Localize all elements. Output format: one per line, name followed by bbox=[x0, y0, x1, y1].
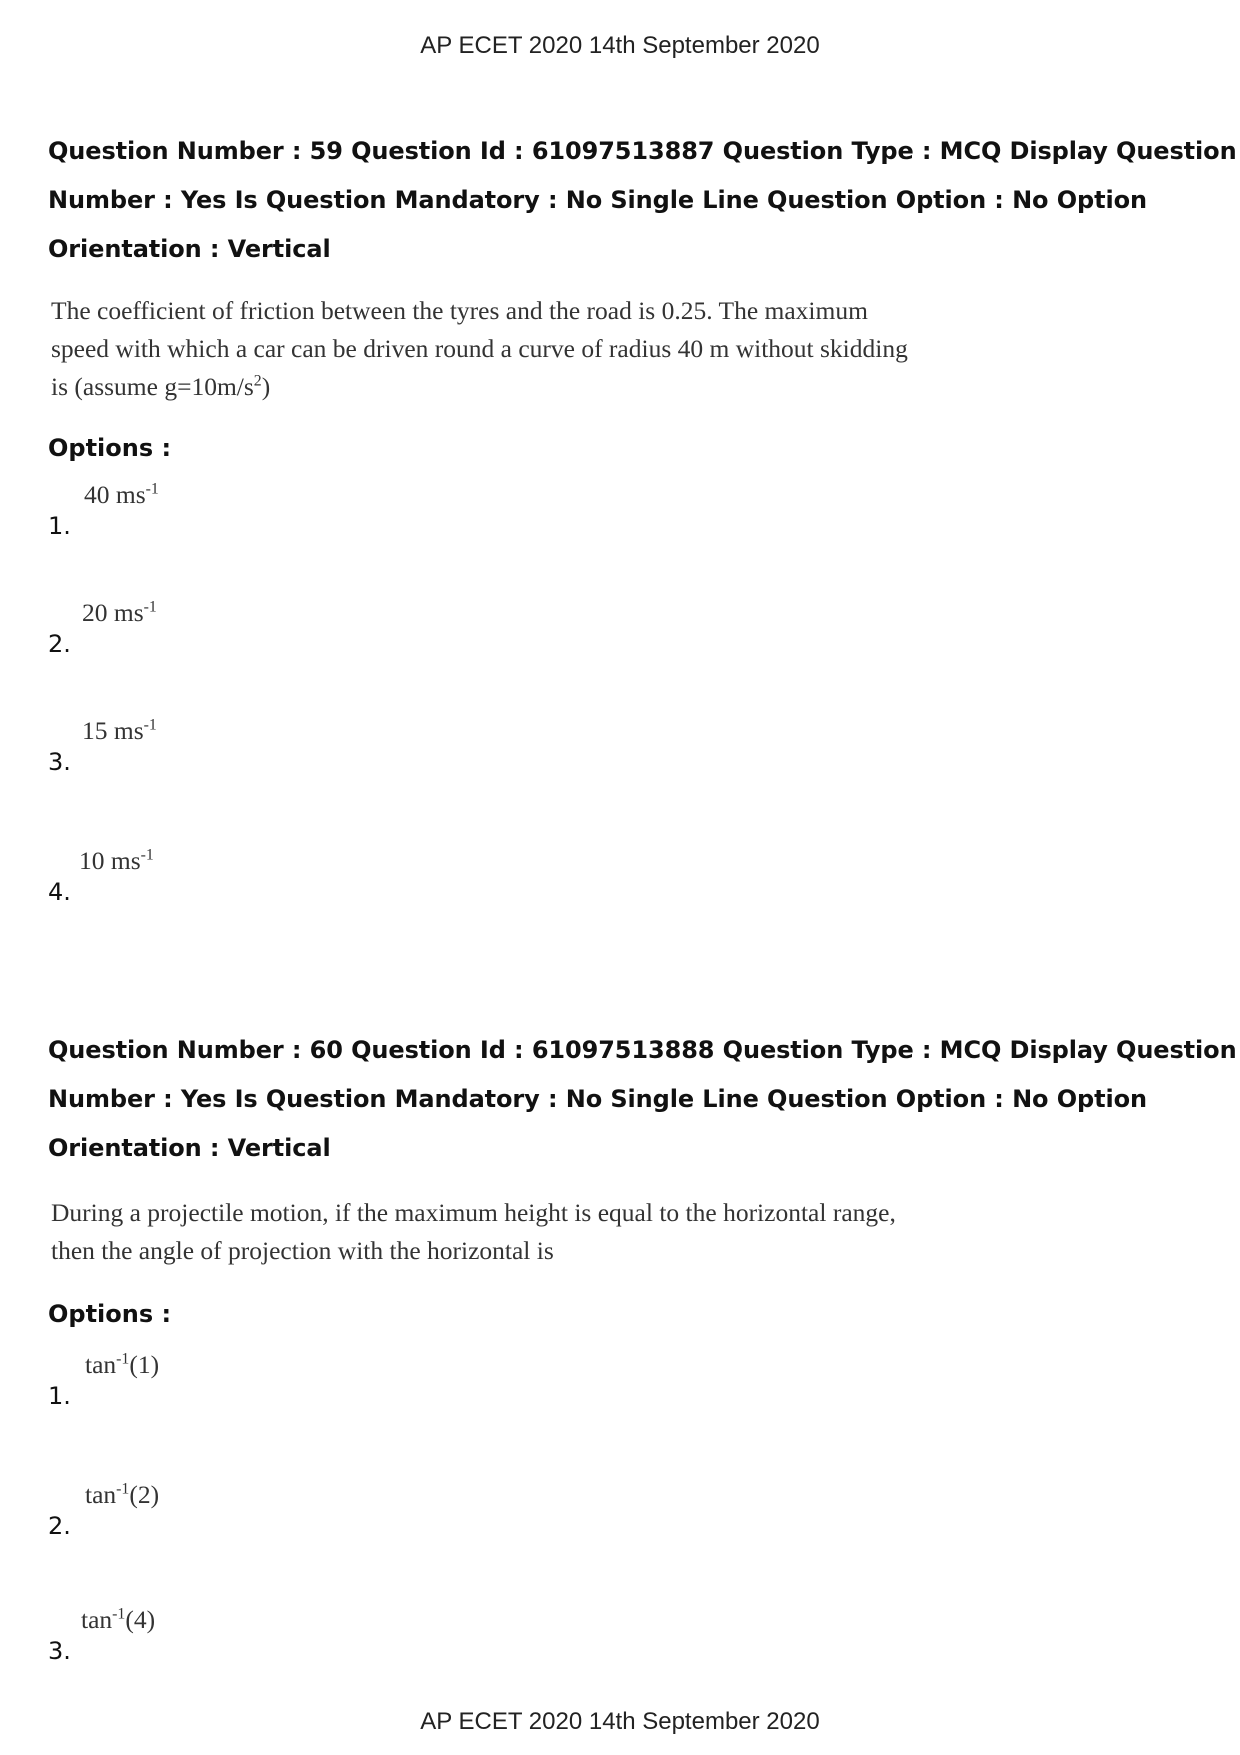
option-value: 15 $ms^{-1}$ bbox=[82, 716, 157, 745]
option-number: 3. bbox=[48, 748, 71, 776]
option-number: 1. bbox=[48, 1382, 71, 1410]
meta-line: Number : Yes Is Question Mandatory : No Single Line Question Option : No Option bbox=[48, 1085, 1147, 1113]
page-footer: AP ECET 2020 14th September 2020 bbox=[420, 1708, 820, 1735]
option-value: 20 $ms^{-1}$ bbox=[82, 598, 157, 627]
meta-line: Question Number : 60 Question Id : 61097513888 Question Type : MCQ Display Question bbox=[48, 1036, 1237, 1064]
option-item[interactable] bbox=[48, 846, 448, 906]
option-value: $\tan^{-1}(1)$ bbox=[85, 1350, 160, 1379]
option-value: 40 $ms^{-1}$ bbox=[84, 480, 159, 509]
meta-line: Number : Yes Is Question Mandatory : No Single Line Question Option : No Option bbox=[48, 186, 1147, 214]
question-60-text bbox=[51, 1194, 896, 1270]
option-number: 1. bbox=[48, 512, 71, 540]
option-number: 4. bbox=[48, 878, 71, 906]
option-item[interactable] bbox=[48, 1480, 448, 1540]
options-label: Options : bbox=[48, 434, 172, 462]
option-number: 2. bbox=[48, 630, 71, 658]
meta-line: Question Number : 59 Question Id : 61097513887 Question Type : MCQ Display Question bbox=[48, 137, 1237, 165]
question-text-line: is (assume $g=10m/s^2$) bbox=[51, 372, 271, 401]
option-value: 10 $ms^{-1}$ bbox=[79, 846, 154, 875]
question-59-meta bbox=[48, 127, 1237, 274]
meta-line: Orientation : Vertical bbox=[48, 1134, 331, 1162]
option-item[interactable] bbox=[48, 1605, 448, 1665]
question-text-line: During a projectile motion, if the maximum height is equal to the horizontal range, bbox=[51, 1198, 896, 1227]
option-value: $\tan^{-1}(4)$ bbox=[81, 1605, 156, 1634]
question-60-meta bbox=[48, 1026, 1237, 1173]
meta-line: Orientation : Vertical bbox=[48, 235, 331, 263]
option-number: 3. bbox=[48, 1637, 71, 1665]
options-label: Options : bbox=[48, 1300, 172, 1328]
question-text-line: speed with which a car can be driven round a curve of radius 40 m without skidding bbox=[51, 334, 908, 363]
page-header: AP ECET 2020 14th September 2020 bbox=[420, 32, 820, 59]
question-text-line: then the angle of projection with the horizontal is bbox=[51, 1236, 554, 1265]
question-59-text bbox=[51, 292, 908, 406]
option-item[interactable] bbox=[48, 598, 448, 658]
option-item[interactable] bbox=[48, 480, 448, 540]
option-item[interactable] bbox=[48, 716, 448, 776]
option-value: $\tan^{-1}(2)$ bbox=[85, 1480, 160, 1509]
option-number: 2. bbox=[48, 1512, 71, 1540]
option-item[interactable] bbox=[48, 1350, 448, 1410]
question-text-line: The coefficient of friction between the tyres and the road is 0.25. The maximum bbox=[51, 296, 868, 325]
